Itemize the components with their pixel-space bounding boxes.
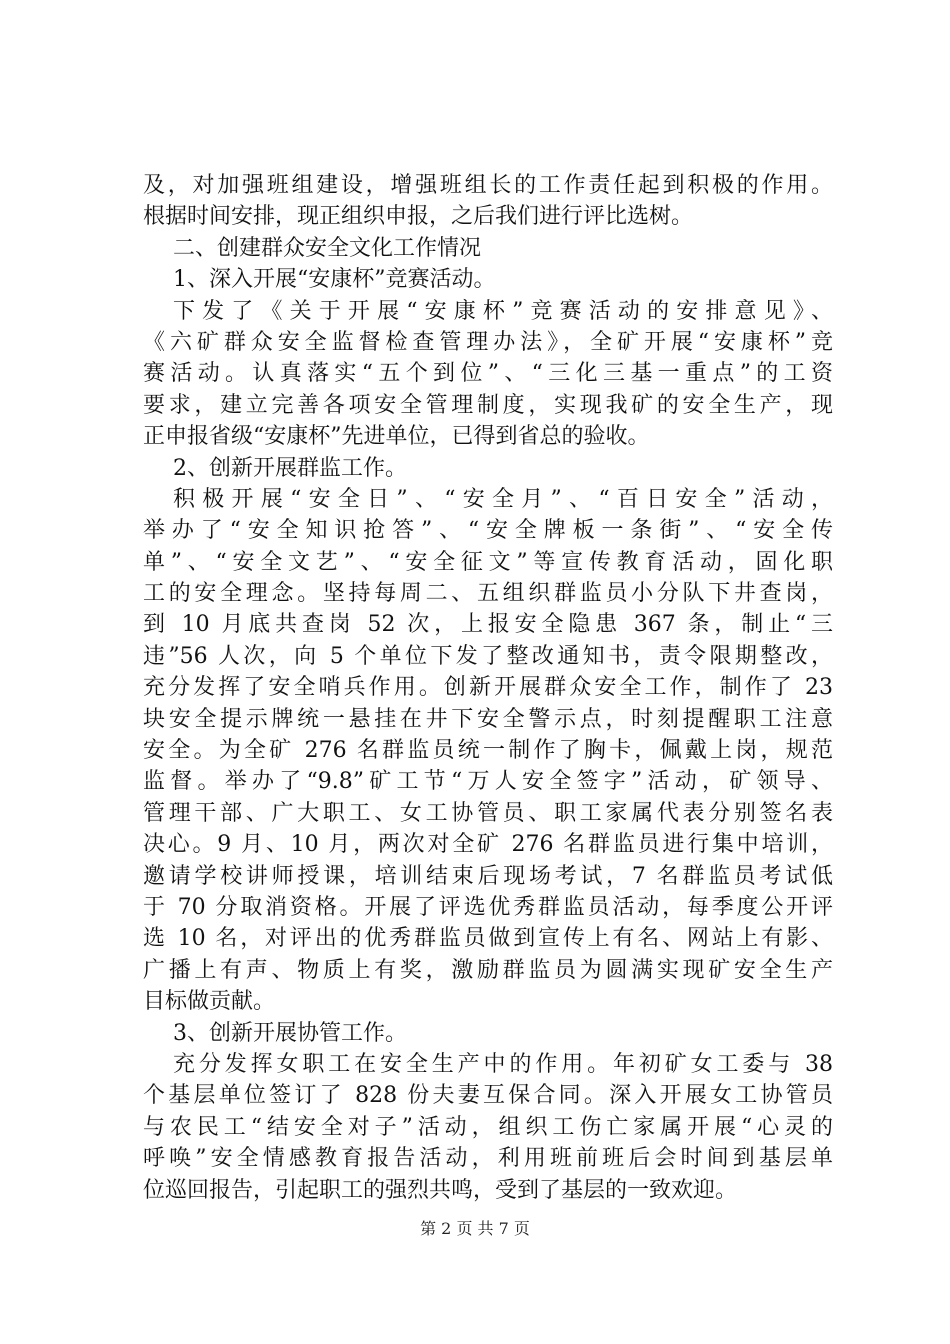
text-line: 要求，建立完善各项安全管理制度，实现我矿的安全生产，现 — [143, 392, 833, 418]
text-line: 充分发挥女职工在安全生产中的作用。年初矿女工委与 38 — [173, 1051, 833, 1077]
text-line: 块安全提示牌统一悬挂在井下安全警示点，时刻提醒职工注意 — [143, 706, 833, 732]
text-line: 邀请学校讲师授课，培训结束后现场考试，7 名群监员考试低 — [143, 863, 833, 889]
text-line: 于 70 分取消资格。开展了评选优秀群监员活动，每季度公开评 — [143, 894, 833, 920]
text-line: 与农民工“结安全对子”活动，组织工伤亡家属开展“心灵的 — [143, 1114, 833, 1140]
text-line: 1、深入开展“安康杯”竞赛活动。 — [173, 267, 496, 293]
text-line: 工的安全理念。坚持每周二、五组织群监员小分队下井查岗， — [143, 581, 833, 607]
text-line: 下发了《关于开展“安康杯”竞赛活动的安排意见》、 — [173, 298, 833, 324]
text-line: 管理干部、广大职工、女工协管员、职工家属代表分别签名表 — [143, 800, 833, 826]
text-line: 决心。9 月、10 月，两次对全矿 276 名群监员进行集中培训， — [143, 832, 833, 858]
text-line: 根据时间安排，现正组织申报，之后我们进行评比选树。 — [143, 204, 694, 230]
text-line: 目标做贡献。 — [143, 989, 276, 1015]
page-footer: 第 2 页 共 7 页 — [420, 1219, 530, 1238]
document-body — [143, 170, 833, 1206]
text-line: 及，对加强班组建设，增强班组长的工作责任起到积极的作用。 — [143, 173, 833, 198]
text-line: 广播上有声、物质上有奖，激励群监员为圆满实现矿安全生产 — [143, 957, 833, 983]
text-line: 监督。举办了“9.8”矿工节“万人安全签字”活动，矿领导、 — [143, 769, 833, 795]
text-line: 二、创建群众安全文化工作情况 — [173, 235, 482, 261]
text-line: 举办了“安全知识抢答”、“安全牌板一条街”、“安全传 — [143, 518, 833, 544]
text-line: 个基层单位签订了 828 份夫妻互保合同。深入开展女工协管员 — [143, 1083, 833, 1109]
text-line: 3、创新开展协管工作。 — [173, 1020, 407, 1046]
text-line: 《六矿群众安全监督检查管理办法》，全矿开展“安康杯”竞 — [143, 329, 833, 355]
text-line: 2、创新开展群监工作。 — [173, 455, 407, 481]
text-line: 违”56 人次，向 5 个单位下发了整改通知书，责令限期整改， — [143, 643, 833, 669]
text-line: 选 10 名，对评出的优秀群监员做到宣传上有名、网站上有影、 — [143, 926, 833, 952]
text-line: 充分发挥了安全哨兵作用。创新开展群众安全工作，制作了 23 — [143, 675, 833, 701]
text-line: 赛活动。认真落实“五个到位”、“三化三基一重点”的工资 — [143, 361, 833, 387]
text-line: 安全。为全矿 276 名群监员统一制作了胸卡，佩戴上岗，规范 — [143, 738, 833, 764]
text-line: 单”、“安全文艺”、“安全征文”等宣传教育活动，固化职 — [143, 549, 833, 575]
text-line: 位巡回报告，引起职工的强烈共鸣，受到了基层的一致欢迎。 — [143, 1177, 738, 1203]
text-line: 到 10 月底共查岗 52 次，上报安全隐患 367 条，制止“三 — [143, 612, 833, 638]
text-line: 正申报省级“安康杯”先进单位，已得到省总的验收。 — [143, 424, 650, 450]
text-line: 积极开展“安全日”、“安全月”、“百日安全”活动， — [173, 486, 833, 512]
text-line: 呼唤”安全情感教育报告活动，利用班前班后会时间到基层单 — [143, 1146, 833, 1172]
